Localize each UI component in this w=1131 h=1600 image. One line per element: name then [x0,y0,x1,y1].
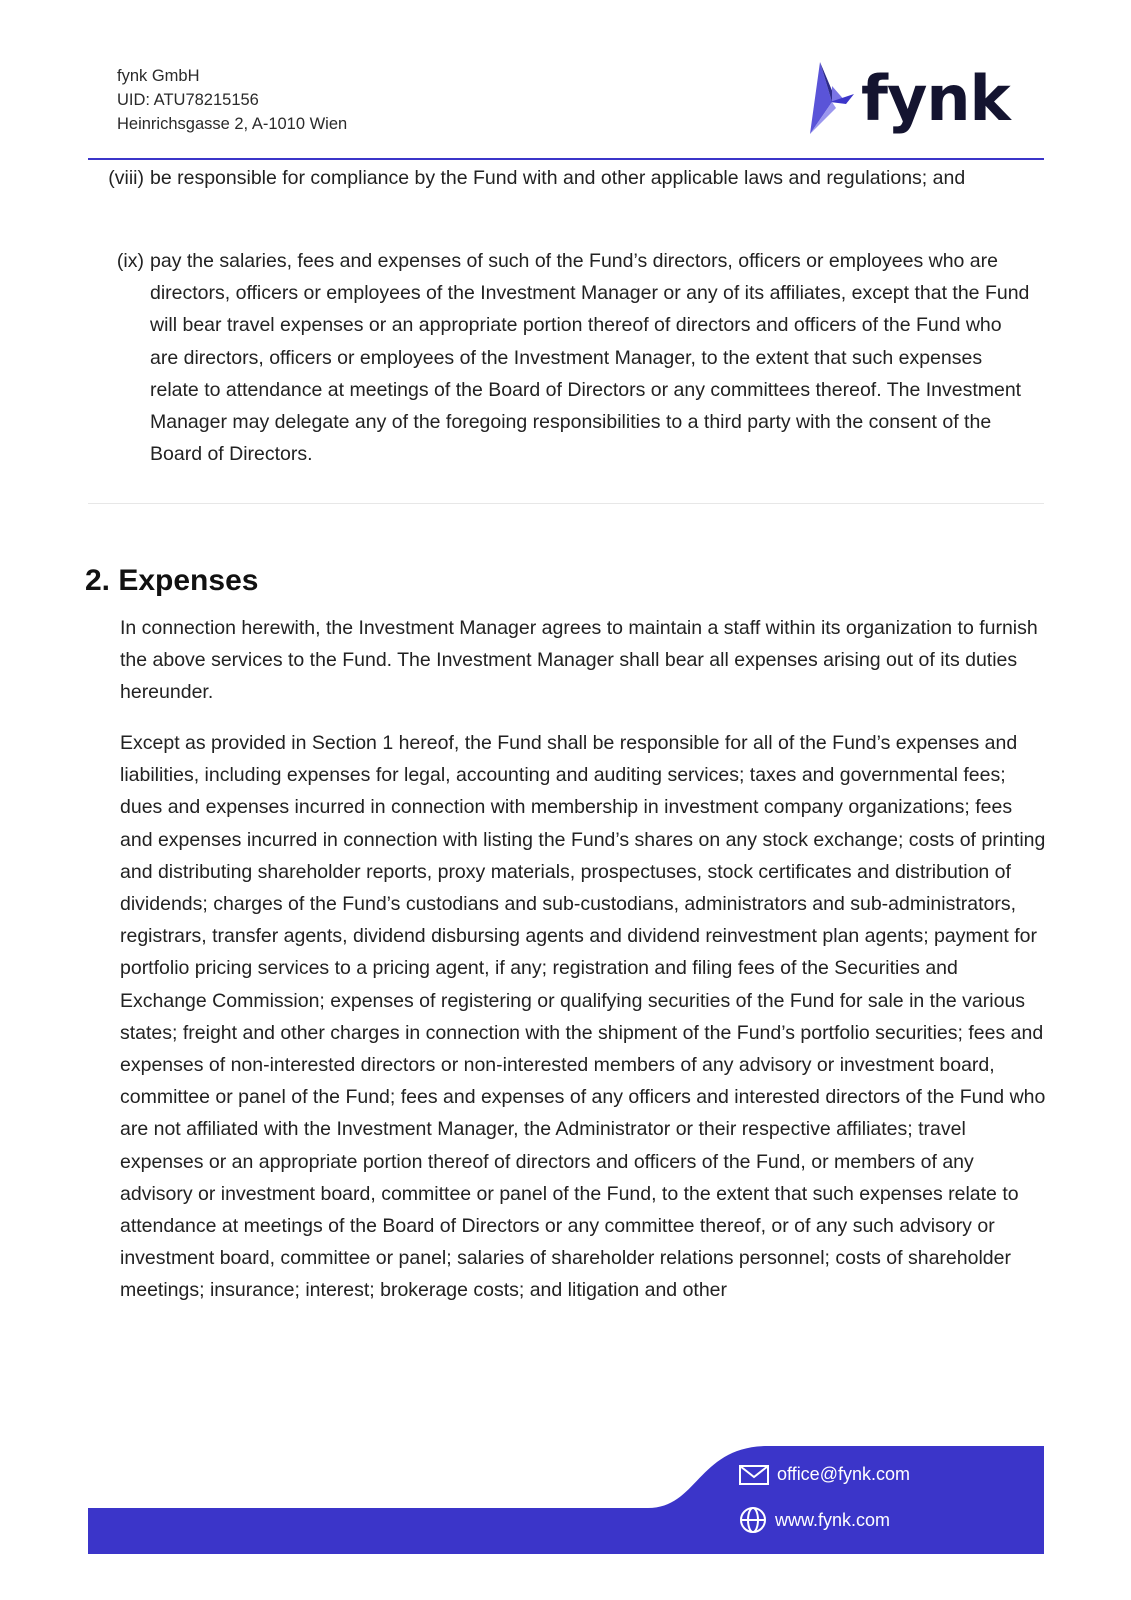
footer-band [88,1446,1044,1554]
footer-email[interactable] [739,1464,910,1485]
fynk-logo [806,60,1010,140]
footer [88,1446,1044,1554]
section-heading: 2. Expenses [85,564,259,597]
footer-email-text[interactable]: office@fynk.com [777,1464,910,1484]
list-item-text: be responsible for compliance by the Fund with and other applicable laws and regulations; and [150,167,966,189]
paragraph-1: In connection herewith, the Investment Manager agrees to maintain a staff within its organization to furnish the above services to the Fund. The Investment Manager shall bear all expenses arising out of its duties hereunder. [120,617,1038,704]
bird-logo-icon [806,60,866,140]
company-name: fynk GmbH [117,67,200,85]
footer-website[interactable] [739,1506,890,1534]
company-uid: UID: ATU78215156 [117,91,259,109]
paragraph-2: Except as provided in Section 1 hereof, the Fund shall be responsible for all of the Fund’s expenses and liabilities, including expenses for legal, accounting and auditing services; taxes and governmental fees; dues and expenses incurred in connection with membership in investment company organizations; fees and expenses incurred in connection with listing the Fund’s shares on any stock exchange; costs of printing and distributing shareholder reports, proxy materials, prospectuses, stock certificates and distribution of dividends; charges of the Fund’s custodians and sub-custodians, administrators and sub-administrators, registrars, transfer agents, dividend disbursing agents and dividend reinvestment plan agents; payment for portfolio pricing services to a pricing agent, if any; registration and filing fees of the Securities and Exchange Commission; expenses of registering or qualifying securities of the Fund for sale in the various states; freight and other charges in connection with the shipment of the Fund’s portfolio securities; fees and expenses of non-interested directors or non-interested members of any advisory or investment board, committee or panel of the Fund; fees and expenses of any officers and interested directors of the Fund who are not affiliated with the Investment Manager, the Administrator or their respective affiliates; travel expenses or an appropriate portion thereof of directors and officers of the Fund, or members of any advisory or investment board, committee or panel of the Fund, to the extent that such expenses relate to attendance at meetings of the Board of Directors or any committee thereof, or of any such advisory or investment board, committee or panel; salaries of shareholder relations personnel; costs of shareholder meetings; insurance; interest; brokerage costs; and litigation and other [120,732,1046,1302]
globe-icon [739,1506,767,1534]
company-address: Heinrichsgasse 2, A-1010 Wien [117,115,348,133]
logo-wordmark: fynk [861,62,1010,135]
list-item-text: pay the salaries, fees and expenses of such of the Fund’s directors, officers or employees who are directors, officers or employees of the Investment Manager or any of its affiliates, except that the Fund will bear travel expenses or an appropriate portion thereof of directors and officers of the Fund who are directors, officers or employees of the Investment Manager, to the extent that such expenses relate to attendance at meetings of the Board of Directors or any committees thereof. The Investment Manager may delegate any of the foregoing responsibilities to a third party with the consent of the Board of Directors. [150,250,1030,466]
section-divider [88,503,1044,504]
footer-website-text[interactable]: www.fynk.com [775,1509,891,1530]
list-item-number: (viii) [108,167,144,189]
company-info [117,64,347,136]
list-item-number: (ix) [116,250,144,272]
header-divider [88,158,1044,160]
envelope-icon [739,1465,769,1485]
